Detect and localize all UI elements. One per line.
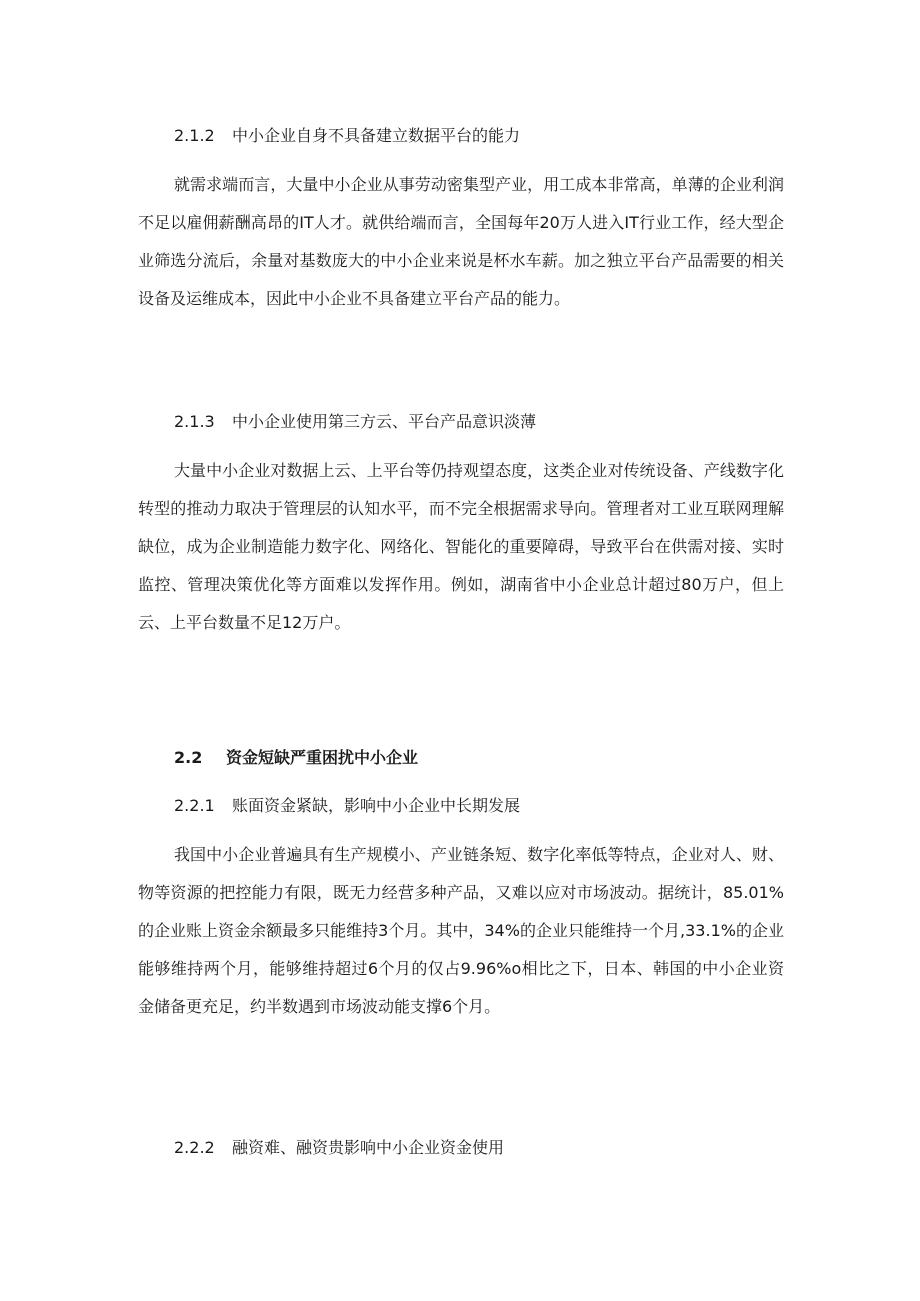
section-number: 2.2.1 — [174, 796, 215, 815]
section-title: 中小企业使用第三方云、平台产品意识淡薄 — [232, 412, 537, 431]
section-2-2-1-paragraph: 我国中小企业普遍具有生产规模小、产业链条短、数字化率低等特点，企业对人、财、物等资源的把控能力有限，既无力经营多种产品，又难以应对市场波动。据统计，85.01%的企业账上资金余额最多只能维持3个月。其中，34%的企业只能维持一个月,33.1%的企业能够维持两个月，能够维持超过6个月的仅占9.96%o相比之下，日本、韩国的中小企业资金储备更充足，约半数遇到市场波动能支撑6个月。 — [138, 845, 784, 1016]
section-2-1-2-paragraph: 就需求端而言，大量中小企业从事劳动密集型产业，用工成本非常高，单薄的企业利润不足以雇佣薪酬高昂的IT人才。就供给端而言，全国每年20万人进入IT行业工作，经大型企业筛选分流后，余量对基数庞大的中小企业来说是杯水车薪。加之独立平台产品需要的相关设备及运维成本，因此中小企业不具备建立平台产品的能力。 — [138, 175, 784, 308]
section-2-2-heading — [174, 748, 418, 768]
section-number: 2.2.2 — [174, 1138, 215, 1157]
section-title: 融资难、融资贵影响中小企业资金使用 — [232, 1138, 505, 1157]
section-number: 2.2 — [174, 748, 203, 767]
section-title: 资金短缺严重困扰中小企业 — [226, 748, 419, 767]
section-number: 2.1.2 — [174, 126, 215, 145]
section-2-1-3-paragraph: 大量中小企业对数据上云、上平台等仍持观望态度，这类企业对传统设备、产线数字化转型的推动力取决于管理层的认知水平，而不完全根据需求导向。管理者对工业互联网理解缺位，成为企业制造能力数字化、网络化、智能化的重要障碍，导致平台在供需对接、实时监控、管理决策优化等方面难以发挥作用。例如，湖南省中小企业总计超过80万户，但上云、上平台数量不足12万户。 — [138, 461, 784, 632]
section-title: 账面资金紧缺，影响中小企业中长期发展 — [232, 796, 521, 815]
section-2-1-3-heading — [174, 412, 536, 432]
section-title: 中小企业自身不具备建立数据平台的能力 — [232, 126, 521, 145]
section-2-2-1-heading — [174, 796, 520, 816]
section-2-2-2-heading — [174, 1138, 504, 1158]
section-number: 2.1.3 — [174, 412, 215, 431]
section-2-1-2-heading — [174, 126, 520, 146]
